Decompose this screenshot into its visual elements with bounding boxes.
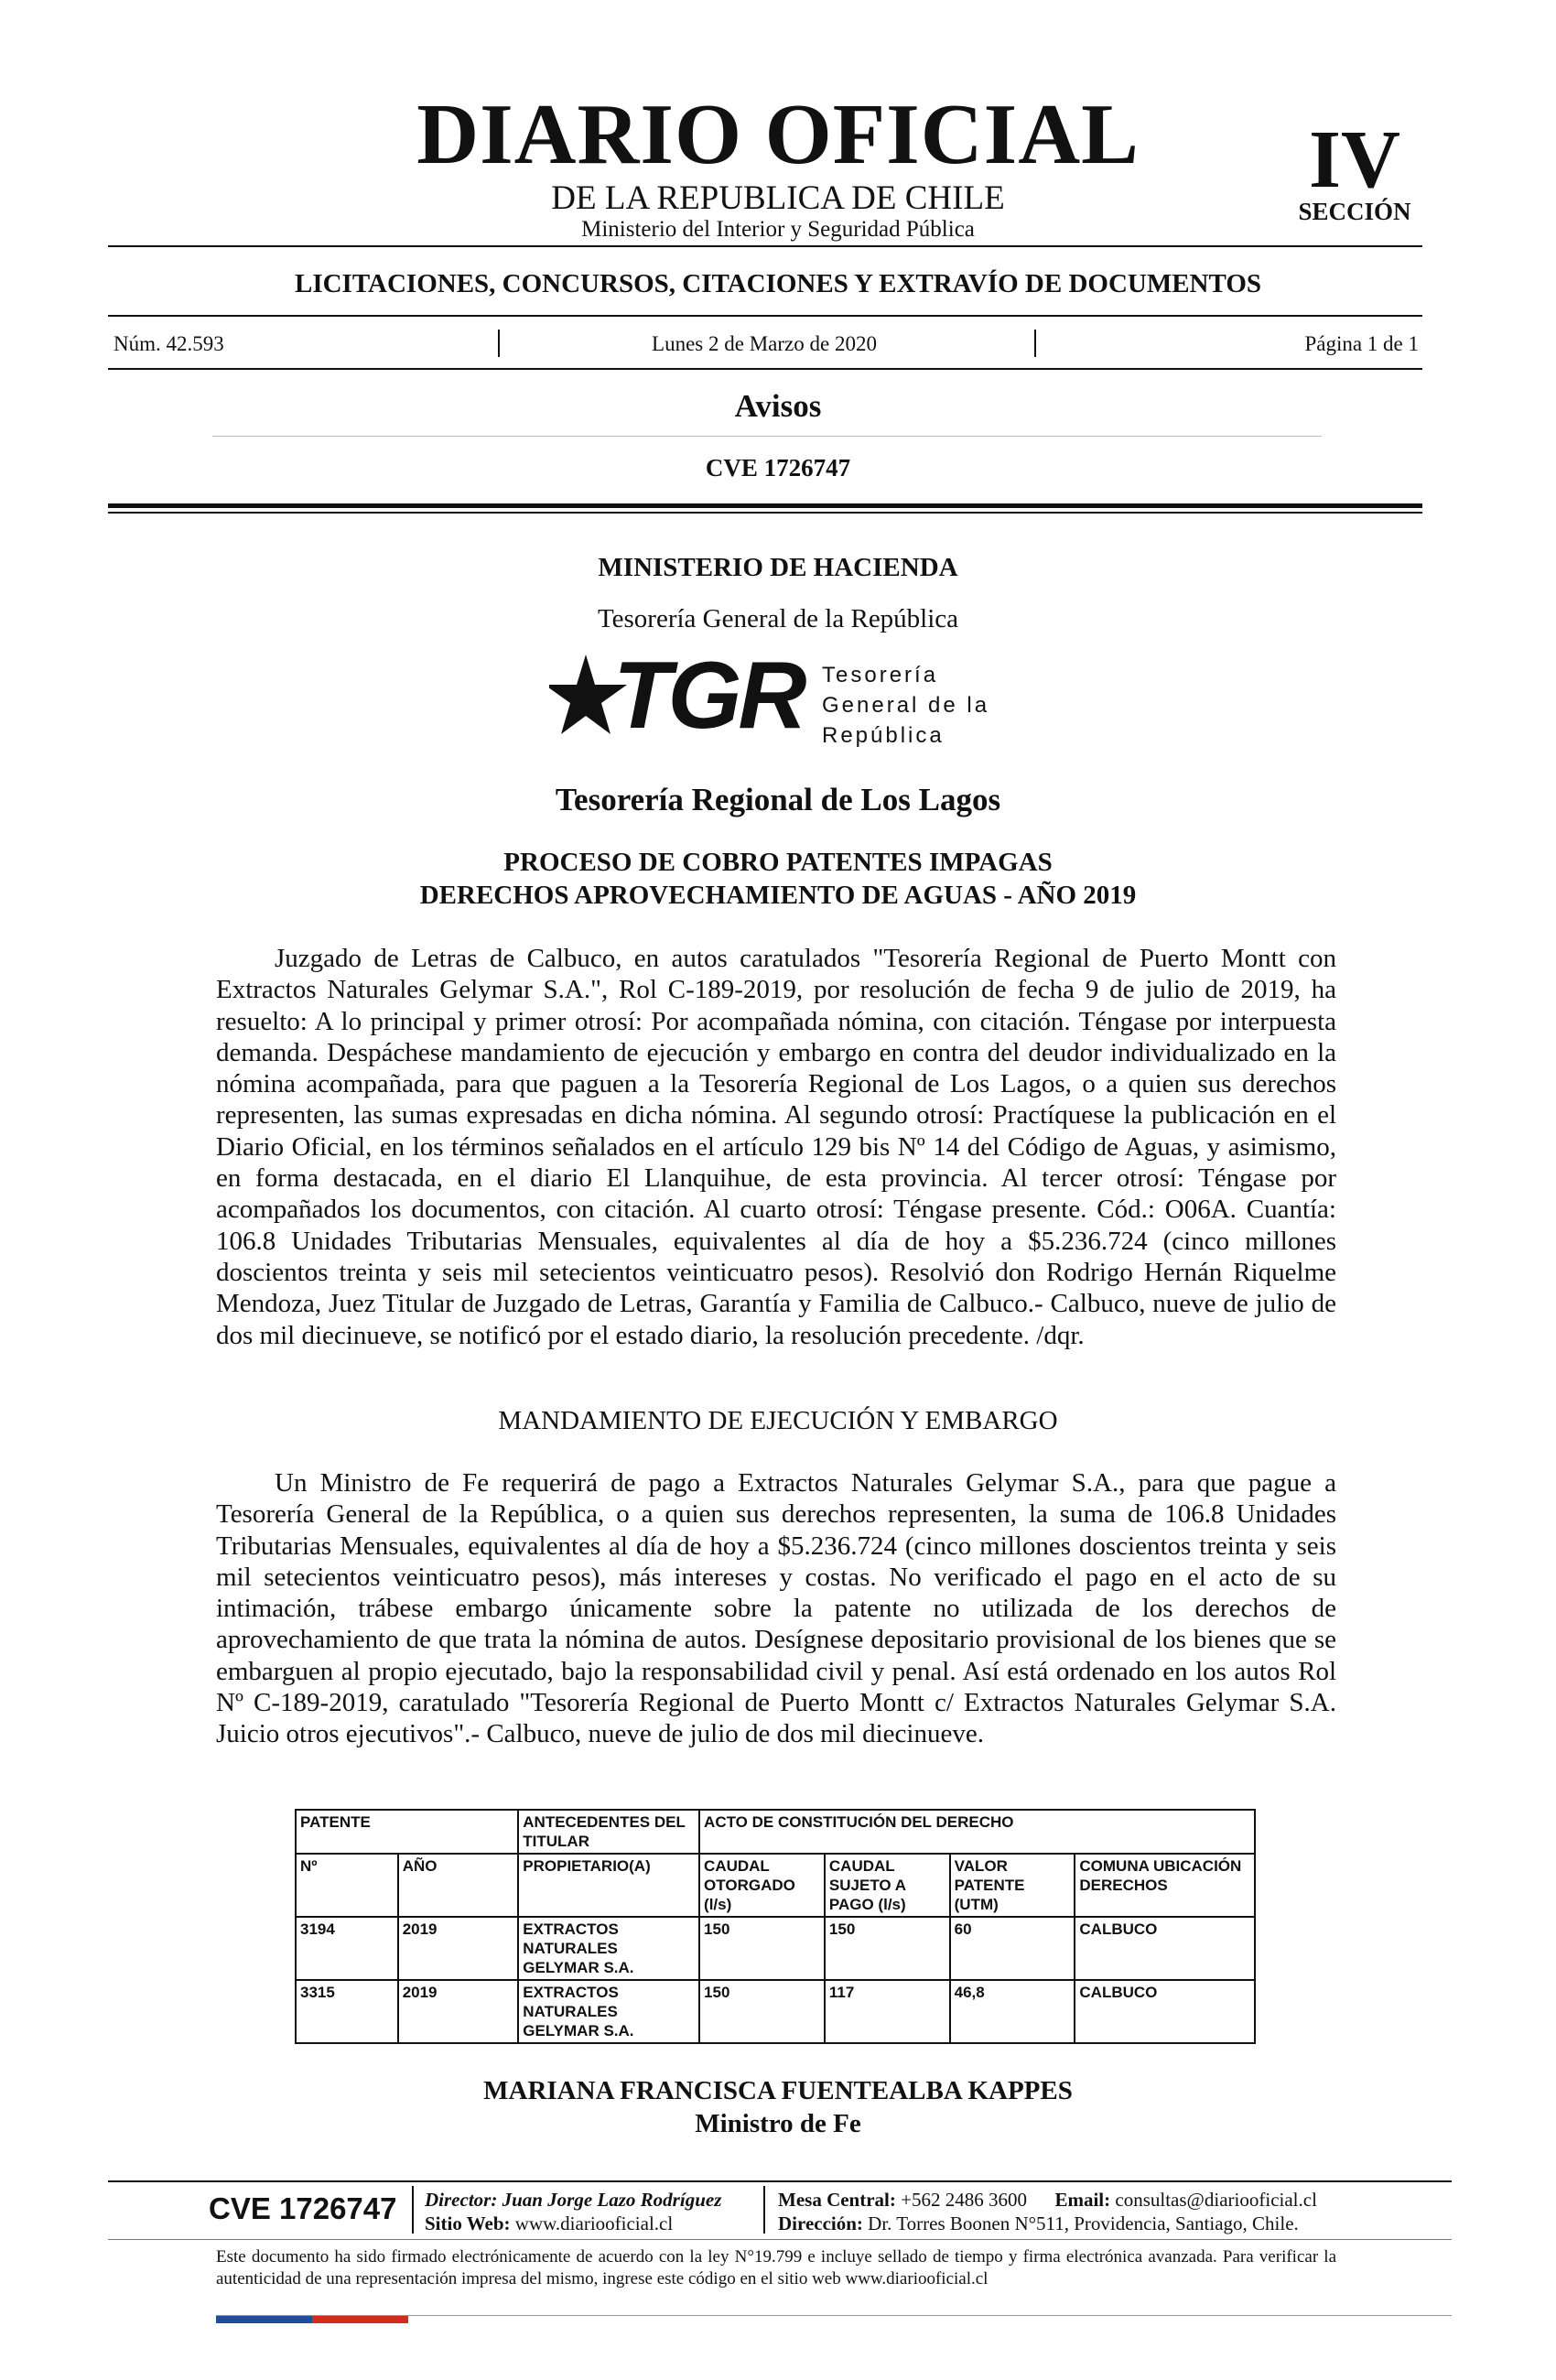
phone-number: +562 2486 3600 [901, 2189, 1027, 2211]
table-cell: 150 [825, 1917, 950, 1980]
nomina-table [295, 1809, 1256, 2044]
section-title: LICITACIONES, CONCURSOS, CITACIONES Y EXTRAVÍO DE DOCUMENTOS [294, 269, 1262, 298]
table-column-header [296, 1854, 1255, 1917]
issue-date: Lunes 2 de Marzo de 2020 [652, 332, 877, 355]
section-rule [108, 315, 1422, 317]
table-cell: EXTRACTOS NATURALES GELYMAR S.A. [518, 1980, 699, 2043]
column-header: Nº [296, 1854, 398, 1917]
agency-name: Tesorería General de la República [597, 604, 959, 633]
director-name: Juan Jorge Lazo Rodríguez [502, 2189, 722, 2211]
table-cell: CALBUCO [1075, 1917, 1255, 1980]
web-label: Sitio Web: [425, 2212, 511, 2234]
footer-cve: CVE 1726747 [209, 2191, 397, 2225]
footer-separator [763, 2186, 765, 2234]
notice-cve: CVE 1726747 [705, 454, 851, 481]
table-cell: 3315 [296, 1980, 398, 2043]
web-link[interactable]: www.diariooficial.cl [514, 2212, 674, 2234]
tgr-logo [549, 643, 1025, 760]
cve-rule-thick [108, 503, 1422, 508]
tgr-logo-line1: Tesorería [822, 663, 939, 687]
meta-separator [1034, 330, 1036, 357]
tgr-logo-line2: General de la [822, 693, 990, 718]
table-cell: 117 [825, 1980, 950, 2043]
masthead-subtitle: DE LA REPUBLICA DE CHILE [551, 179, 1005, 217]
footer-director-block [425, 2188, 721, 2235]
address-label: Dirección: [778, 2212, 863, 2234]
footer-legal-note: Este documento ha sido firmado electrónicamente de acuerdo con la ley N°19.799 e incluye sellado de tiempo y firma electrónica avanzada. Para verificar la autenticidad de una representación impresa del mismo, ingrese este código en el sitio web www.diariooficial.cl [216, 2247, 1336, 2288]
tgr-logo-line3: República [822, 723, 945, 748]
masthead-title: DIARIO OFICIAL [416, 87, 1140, 182]
column-header: COMUNA UBICACIÓN DERECHOS [1075, 1854, 1255, 1917]
table-cell: 2019 [398, 1980, 519, 2043]
resolution-paragraph: Juzgado de Letras de Calbuco, en autos caratulados "Tesorería Regional de Puerto Montt con Extractos Naturales Gelymar S.A.", Rol C-189-2019, por resolución de fecha 9 de julio de 2019, ha resuelto: A lo principal y primer otrosí: Por acompañada nómina, con citación. Téngase por interpuesta demanda. Despáchese mandamiento de ejecución y embargo en contra del deudor individualizado en la nómina acompañada, para que paguen a la Tesorería Regional de Los Lagos, o a quien sus derechos representen, las sumas expresadas en dicha nómina. Al segundo otrosí: Practíquese la publicación en el Diario Oficial, en los términos señalados en el artículo 129 bis Nº 14 del Código de Aguas, y asimismo, en forma destacada, en el diario El Llanquihue, de esta provincia. Al tercer otrosí: Téngase por acompañados los documentos, con citación. Al cuarto otrosí: Téngase presente. Cód.: O06A. Cuantía: 106.8 Unidades Tributarias Mensuales, equivalentes al día de hoy a $5.236.724 (cinco millones doscientos treinta y seis mil setecientos veinticuatro pesos). Resolvió don Rodrigo Hernán Riquelme Mendoza, Juez Titular de Juzgado de Letras, Garantía y Familia de Calbuco.- Calbuco, nueve de julio de dos mil diecinueve, se notificó por el estado diario, la resolución precedente. /dqr. [216, 944, 1336, 1350]
email-label: Email: [1054, 2189, 1111, 2211]
notice-category: Avisos [734, 388, 822, 424]
tgr-acronym: TGR [613, 643, 804, 749]
ministry-heading: MINISTERIO DE HACIENDA [598, 553, 958, 582]
masthead-rule [108, 245, 1422, 247]
table-row [296, 1980, 1255, 2043]
mandamiento-paragraph: Un Ministro de Fe requerirá de pago a Extractos Naturales Gelymar S.A., para que pague a Tesorería General de la República, o a quien sus derechos representen, la suma de 106.8 Unidades Tributarias Mensuales, equivalentes al día de hoy a $5.236.724 (cinco millones doscientos treinta y seis mil setecientos veinticuatro pesos), más intereses y costas. No verificado el pago en el acto de su intimación, trábese embargo únicamente sobre la patente no utilizada de los derechos de aprovechamiento de que trata la nómina de autos. Desígnese depositario provisional de los bienes que se embarguen al propio ejecutado, bajo la responsabilidad civil y penal. Así está ordenado en los autos Rol Nº C-189-2019, caratulado "Tesorería Regional de Puerto Montt c/ Extractos Naturales Gelymar S.A. Juicio otros ejecutivos".- Calbuco, nueve de julio de dos mil diecinueve. [216, 1468, 1336, 1749]
signatory-name: MARIANA FRANCISCA FUENTEALBA KAPPES [483, 2076, 1073, 2105]
footer-contact-block [778, 2188, 1338, 2235]
meta-rule [108, 368, 1422, 370]
table-row [296, 1917, 1255, 1980]
section-label: SECCIÓN [1298, 198, 1411, 225]
table-cell: 60 [950, 1917, 1075, 1980]
table-group-header [296, 1810, 1255, 1854]
column-header: VALOR PATENTE (UTM) [950, 1854, 1075, 1917]
email-link[interactable]: consultas@diariooficial.cl [1115, 2189, 1317, 2211]
process-title-line1: PROCESO DE COBRO PATENTES IMPAGAS [503, 848, 1053, 877]
footer-note-rule [108, 2239, 1452, 2240]
address-text: Dr. Torres Boonen N°511, Providencia, Santiago, Chile. [868, 2212, 1299, 2234]
table-cell: 150 [699, 1917, 825, 1980]
section-number: IV [1308, 114, 1401, 205]
table-cell: CALBUCO [1075, 1980, 1255, 2043]
signatory-role: Ministro de Fe [695, 2109, 861, 2138]
flag-stripe-blue [216, 2316, 312, 2323]
table-cell: EXTRACTOS NATURALES GELYMAR S.A. [518, 1917, 699, 1980]
phone-label: Mesa Central: [778, 2189, 896, 2211]
director-label: Director: [425, 2189, 498, 2211]
footer-separator [412, 2186, 414, 2234]
table-cell: 150 [699, 1980, 825, 2043]
masthead-ministry: Ministerio del Interior y Seguridad Pública [581, 217, 975, 242]
table-cell: 3194 [296, 1917, 398, 1980]
table-cell: 2019 [398, 1917, 519, 1980]
column-header: PROPIETARIO(A) [518, 1854, 699, 1917]
group-acto: ACTO DE CONSTITUCIÓN DEL DERECHO [699, 1810, 1255, 1854]
mandamiento-heading: MANDAMIENTO DE EJECUCIÓN Y EMBARGO [498, 1406, 1058, 1435]
group-patente: PATENTE [296, 1810, 518, 1854]
meta-separator [498, 330, 500, 357]
column-header: AÑO [398, 1854, 519, 1917]
column-header: CAUDAL SUJETO A PAGO (l/s) [825, 1854, 950, 1917]
category-rule [212, 436, 1322, 437]
footer-rule [108, 2180, 1452, 2182]
group-antecedentes: ANTECEDENTES DEL TITULAR [518, 1810, 699, 1854]
process-title-line2: DERECHOS APROVECHAMIENTO DE AGUAS - AÑO 2019 [419, 881, 1137, 910]
cve-rule-thin [108, 512, 1422, 514]
page-indicator: Página 1 de 1 [1304, 332, 1419, 355]
table-cell: 46,8 [950, 1980, 1075, 2043]
column-header: CAUDAL OTORGADO (l/s) [699, 1854, 825, 1917]
regional-office: Tesorería Regional de Los Lagos [555, 782, 1001, 817]
flag-stripe-red [312, 2316, 408, 2323]
issue-number: Núm. 42.593 [113, 332, 224, 355]
